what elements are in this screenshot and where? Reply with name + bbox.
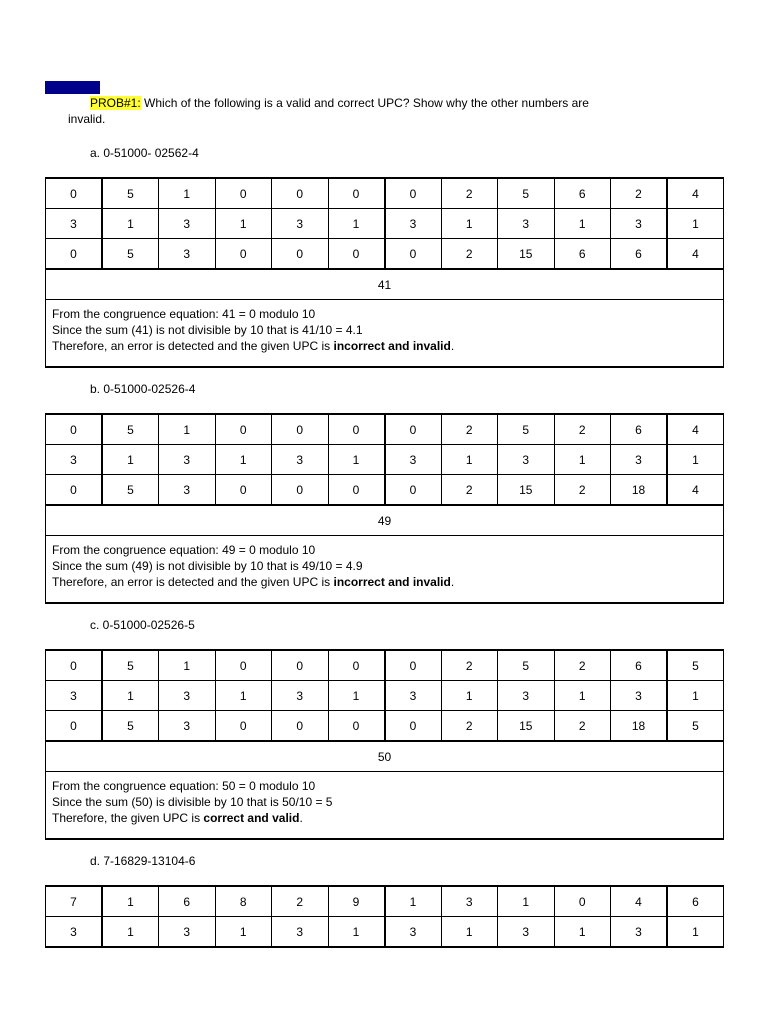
highlighted-tag: SET DO [45,81,100,94]
products-cell: 15 [498,711,555,742]
item-label-a: a. 0-51000- 02562-4 [90,146,199,160]
weights-cell: 3 [272,917,329,948]
explanation-line: From the congruence equation: 41 = 0 modulo 10 [52,307,316,321]
weights-cell: 1 [441,681,498,711]
digits-cell: 1 [102,886,159,917]
products-cell: 2 [441,711,498,742]
digits-cell: 3 [441,886,498,917]
digits-cell: 1 [159,178,216,209]
products-cell: 15 [498,475,555,506]
digits-cell: 0 [46,178,103,209]
digits-cell: 0 [385,414,442,445]
weights-cell: 1 [554,445,611,475]
products-cell: 0 [46,711,103,742]
weights-cell: 3 [272,209,329,239]
weights-row [46,681,724,711]
weights-cell: 1 [441,445,498,475]
weights-cell: 3 [385,209,442,239]
digits-row [46,414,724,445]
products-cell: 0 [385,239,442,270]
weights-cell: 1 [328,445,385,475]
digits-cell: 0 [385,650,442,681]
products-cell: 5 [667,711,724,742]
explanation-cell [46,772,724,840]
weights-cell: 3 [498,445,555,475]
digits-cell: 2 [554,414,611,445]
weights-cell: 1 [667,917,724,948]
products-cell: 0 [272,239,329,270]
products-row [46,475,724,506]
digits-cell: 0 [215,414,272,445]
digits-cell: 2 [554,650,611,681]
products-cell: 3 [159,711,216,742]
weights-cell: 1 [667,209,724,239]
products-cell: 2 [441,239,498,270]
upc-table-b [45,413,724,604]
question-text-line2: invalid. [68,112,106,126]
weights-cell: 1 [328,917,385,948]
explanation-cell [46,536,724,604]
digits-cell: 0 [328,414,385,445]
conclusion-line: Therefore, an error is detected and the given UPC is incorrect and invalid. [52,575,455,589]
digits-cell: 0 [46,650,103,681]
verdict-text: incorrect and invalid [333,575,451,589]
weights-cell: 3 [498,917,555,948]
weights-cell: 1 [102,209,159,239]
products-cell: 2 [554,711,611,742]
products-cell: 0 [328,239,385,270]
digits-cell: 6 [667,886,724,917]
explanation-line: From the congruence equation: 50 = 0 modulo 10 [52,779,316,793]
digits-cell: 4 [611,886,668,917]
products-cell: 15 [498,239,555,270]
weights-cell: 3 [385,445,442,475]
digits-row [46,178,724,209]
weights-cell: 1 [667,681,724,711]
products-cell: 2 [441,475,498,506]
digits-cell: 1 [498,886,555,917]
weights-cell: 1 [441,209,498,239]
sum-cell: 50 [46,741,724,772]
problem-question [90,96,589,110]
digits-row [46,886,724,917]
weights-cell: 1 [215,917,272,948]
digits-cell: 9 [328,886,385,917]
products-cell: 0 [385,711,442,742]
weights-cell: 3 [46,681,103,711]
weights-cell: 1 [102,917,159,948]
sum-cell: 49 [46,505,724,536]
products-cell: 4 [667,475,724,506]
products-cell: 4 [667,239,724,270]
digits-cell: 4 [667,414,724,445]
weights-cell: 3 [159,917,216,948]
digits-cell: 1 [385,886,442,917]
digits-cell: 0 [215,650,272,681]
weights-cell: 3 [46,917,103,948]
digits-cell: 6 [159,886,216,917]
verdict-text: incorrect and invalid [333,339,451,353]
weights-cell: 1 [441,917,498,948]
digits-cell: 5 [498,414,555,445]
products-cell: 0 [46,239,103,270]
digits-cell: 2 [441,650,498,681]
digits-cell: 4 [667,178,724,209]
weights-row [46,209,724,239]
digits-cell: 0 [272,178,329,209]
digits-cell: 5 [667,650,724,681]
upc-table-d [45,885,724,948]
weights-cell: 3 [498,681,555,711]
digits-cell: 0 [328,178,385,209]
weights-cell: 1 [667,445,724,475]
weights-cell: 3 [159,681,216,711]
conclusion-line: Therefore, the given UPC is correct and valid. [52,811,303,825]
products-cell: 2 [554,475,611,506]
digits-cell: 0 [215,178,272,209]
products-cell: 0 [215,711,272,742]
products-cell: 6 [611,239,668,270]
weights-cell: 3 [159,209,216,239]
weights-cell: 3 [272,681,329,711]
weights-cell: 1 [102,445,159,475]
weights-cell: 3 [611,681,668,711]
digits-cell: 6 [611,650,668,681]
digits-cell: 1 [159,650,216,681]
digits-cell: 6 [611,414,668,445]
conclusion-line: Therefore, an error is detected and the given UPC is incorrect and invalid. [52,339,455,353]
weights-cell: 3 [611,445,668,475]
digits-cell: 7 [46,886,103,917]
item-label-c: c. 0-51000-02526-5 [90,618,195,632]
products-cell: 0 [272,711,329,742]
digits-cell: 0 [272,650,329,681]
weights-row [46,445,724,475]
digits-cell: 0 [385,178,442,209]
products-cell: 5 [102,475,159,506]
products-cell: 0 [215,239,272,270]
digits-cell: 5 [498,178,555,209]
upc-table-a [45,177,724,368]
weights-cell: 3 [46,445,103,475]
explanation-line: From the congruence equation: 49 = 0 modulo 10 [52,543,316,557]
digits-cell: 2 [272,886,329,917]
digits-row [46,650,724,681]
item-label-b: b. 0-51000-02526-4 [90,382,196,396]
products-row [46,239,724,270]
digits-cell: 2 [441,178,498,209]
explanation-line: Since the sum (50) is divisible by 10 that is 50/10 = 5 [52,795,333,809]
digits-cell: 5 [102,178,159,209]
products-cell: 3 [159,239,216,270]
products-cell: 0 [328,711,385,742]
upc-table-c [45,649,724,840]
weights-cell: 3 [159,445,216,475]
sum-cell: 41 [46,269,724,300]
digits-cell: 6 [554,178,611,209]
weights-cell: 1 [554,681,611,711]
weights-cell: 3 [46,209,103,239]
weights-cell: 1 [215,445,272,475]
weights-cell: 3 [611,209,668,239]
weights-cell: 1 [328,681,385,711]
products-cell: 5 [102,711,159,742]
digits-cell: 0 [46,414,103,445]
verdict-text: correct and valid [203,811,300,825]
digits-cell: 5 [102,414,159,445]
weights-row [46,917,724,948]
item-label-d: d. 7-16829-13104-6 [90,854,196,868]
digits-cell: 0 [272,414,329,445]
explanation-line: Since the sum (41) is not divisible by 10 that is 41/10 = 4.1 [52,323,363,337]
products-cell: 3 [159,475,216,506]
weights-cell: 3 [272,445,329,475]
products-cell: 18 [611,711,668,742]
digits-cell: 5 [102,650,159,681]
products-cell: 0 [385,475,442,506]
weights-cell: 1 [102,681,159,711]
weights-cell: 3 [611,917,668,948]
products-cell: 5 [102,239,159,270]
digits-cell: 0 [328,650,385,681]
products-cell: 0 [215,475,272,506]
weights-cell: 3 [385,681,442,711]
question-text-line1: Which of the following is a valid and correct UPC? Show why the other numbers are [140,96,589,110]
products-cell: 0 [46,475,103,506]
weights-cell: 1 [554,209,611,239]
weights-cell: 1 [215,209,272,239]
products-cell: 0 [328,475,385,506]
digits-cell: 8 [215,886,272,917]
weights-cell: 1 [554,917,611,948]
digits-cell: 5 [498,650,555,681]
weights-cell: 3 [498,209,555,239]
weights-cell: 1 [328,209,385,239]
products-cell: 6 [554,239,611,270]
products-row [46,711,724,742]
weights-cell: 3 [385,917,442,948]
problem-label: PROB#1: [90,96,141,110]
products-cell: 18 [611,475,668,506]
weights-cell: 1 [215,681,272,711]
products-cell: 0 [272,475,329,506]
digits-cell: 2 [611,178,668,209]
digits-cell: 0 [554,886,611,917]
explanation-line: Since the sum (49) is not divisible by 10 that is 49/10 = 4.9 [52,559,363,573]
digits-cell: 1 [159,414,216,445]
explanation-cell [46,300,724,368]
digits-cell: 2 [441,414,498,445]
